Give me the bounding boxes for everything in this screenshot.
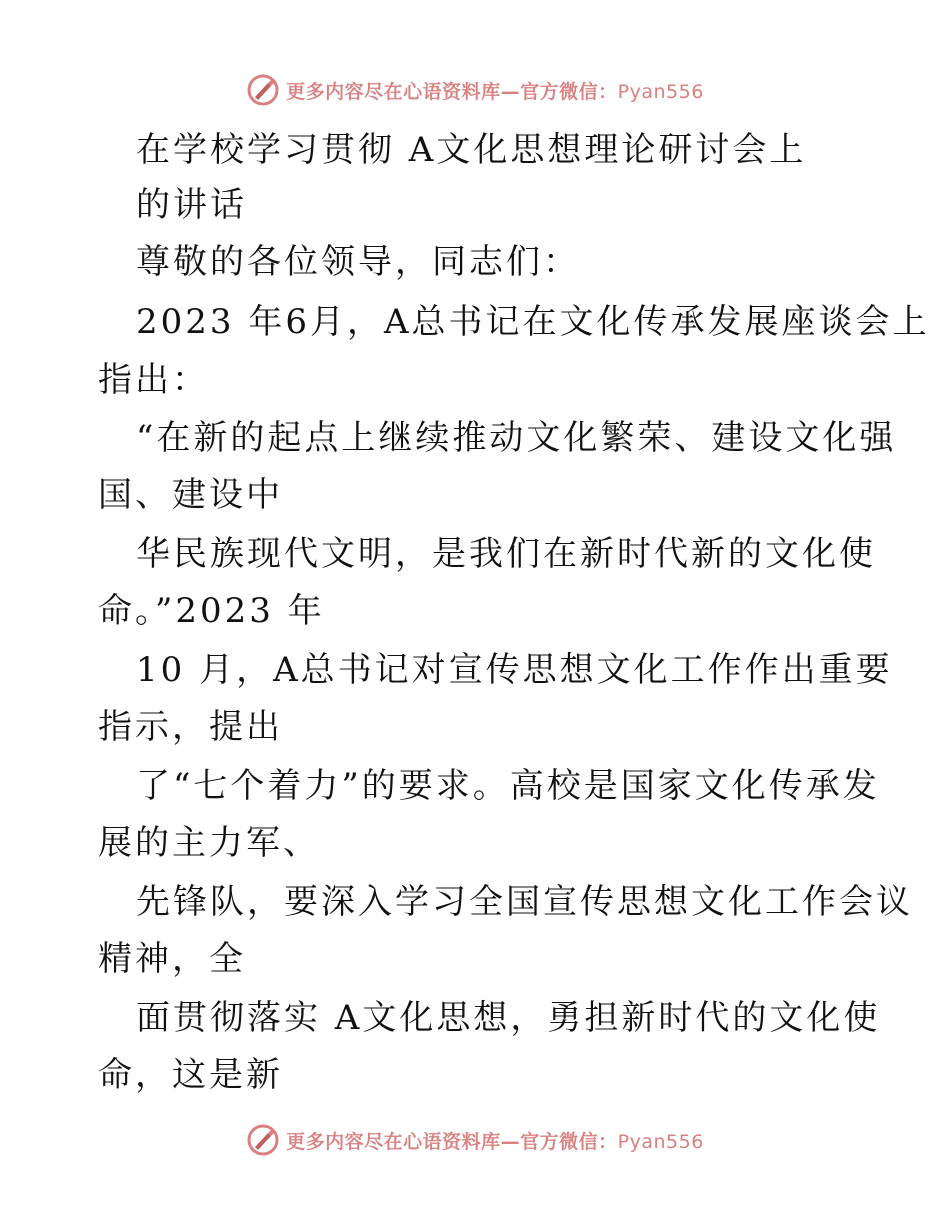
body-line: 国、建设中 [98, 475, 283, 515]
body-line: “在新的起点上继续推动文化繁荣、建设文化强 [136, 418, 897, 458]
title-line-1: 在学校学习贯彻 A文化思想理论研讨会上 [136, 130, 807, 170]
body-line: 2023 年6月，A总书记在文化传承发展座谈会上 [136, 302, 930, 342]
watermark-text [286, 1127, 704, 1154]
body-line: 展的主力军、 [98, 823, 320, 863]
body-line: 10 月，A总书记对宣传思想文化工作作出重要 [136, 650, 893, 690]
watermark-text [286, 77, 704, 104]
watermark-label: 更多内容尽在心语资料库—官方微信： [286, 80, 618, 103]
body-line: 指示，提出 [98, 707, 283, 747]
footer-watermark [0, 1120, 950, 1160]
pen-seal-icon [246, 1123, 280, 1157]
salutation: 尊敬的各位领导，同志们： [136, 242, 580, 282]
body-line: 命，这是新 [98, 1055, 283, 1095]
watermark-handle: Pyan556 [617, 80, 704, 103]
watermark-handle: Pyan556 [617, 1130, 704, 1153]
body-line: 精神，全 [98, 939, 246, 979]
body-line: 面贯彻落实 A文化思想，勇担新时代的文化使 [136, 998, 881, 1038]
body-line: 了“七个着力”的要求。高校是国家文化传承发 [136, 766, 880, 806]
body-line: 华民族现代文明，是我们在新时代新的文化使 [136, 534, 876, 574]
body-line: 先锋队，要深入学习全国宣传思想文化工作会议 [136, 882, 913, 922]
pen-seal-icon [246, 73, 280, 107]
title-line-2: 的讲话 [136, 185, 247, 225]
watermark-label: 更多内容尽在心语资料库—官方微信： [286, 1130, 618, 1153]
body-line: 指出： [98, 360, 209, 400]
body-line: 命。”2023 年 [98, 591, 325, 631]
header-watermark [0, 70, 950, 110]
